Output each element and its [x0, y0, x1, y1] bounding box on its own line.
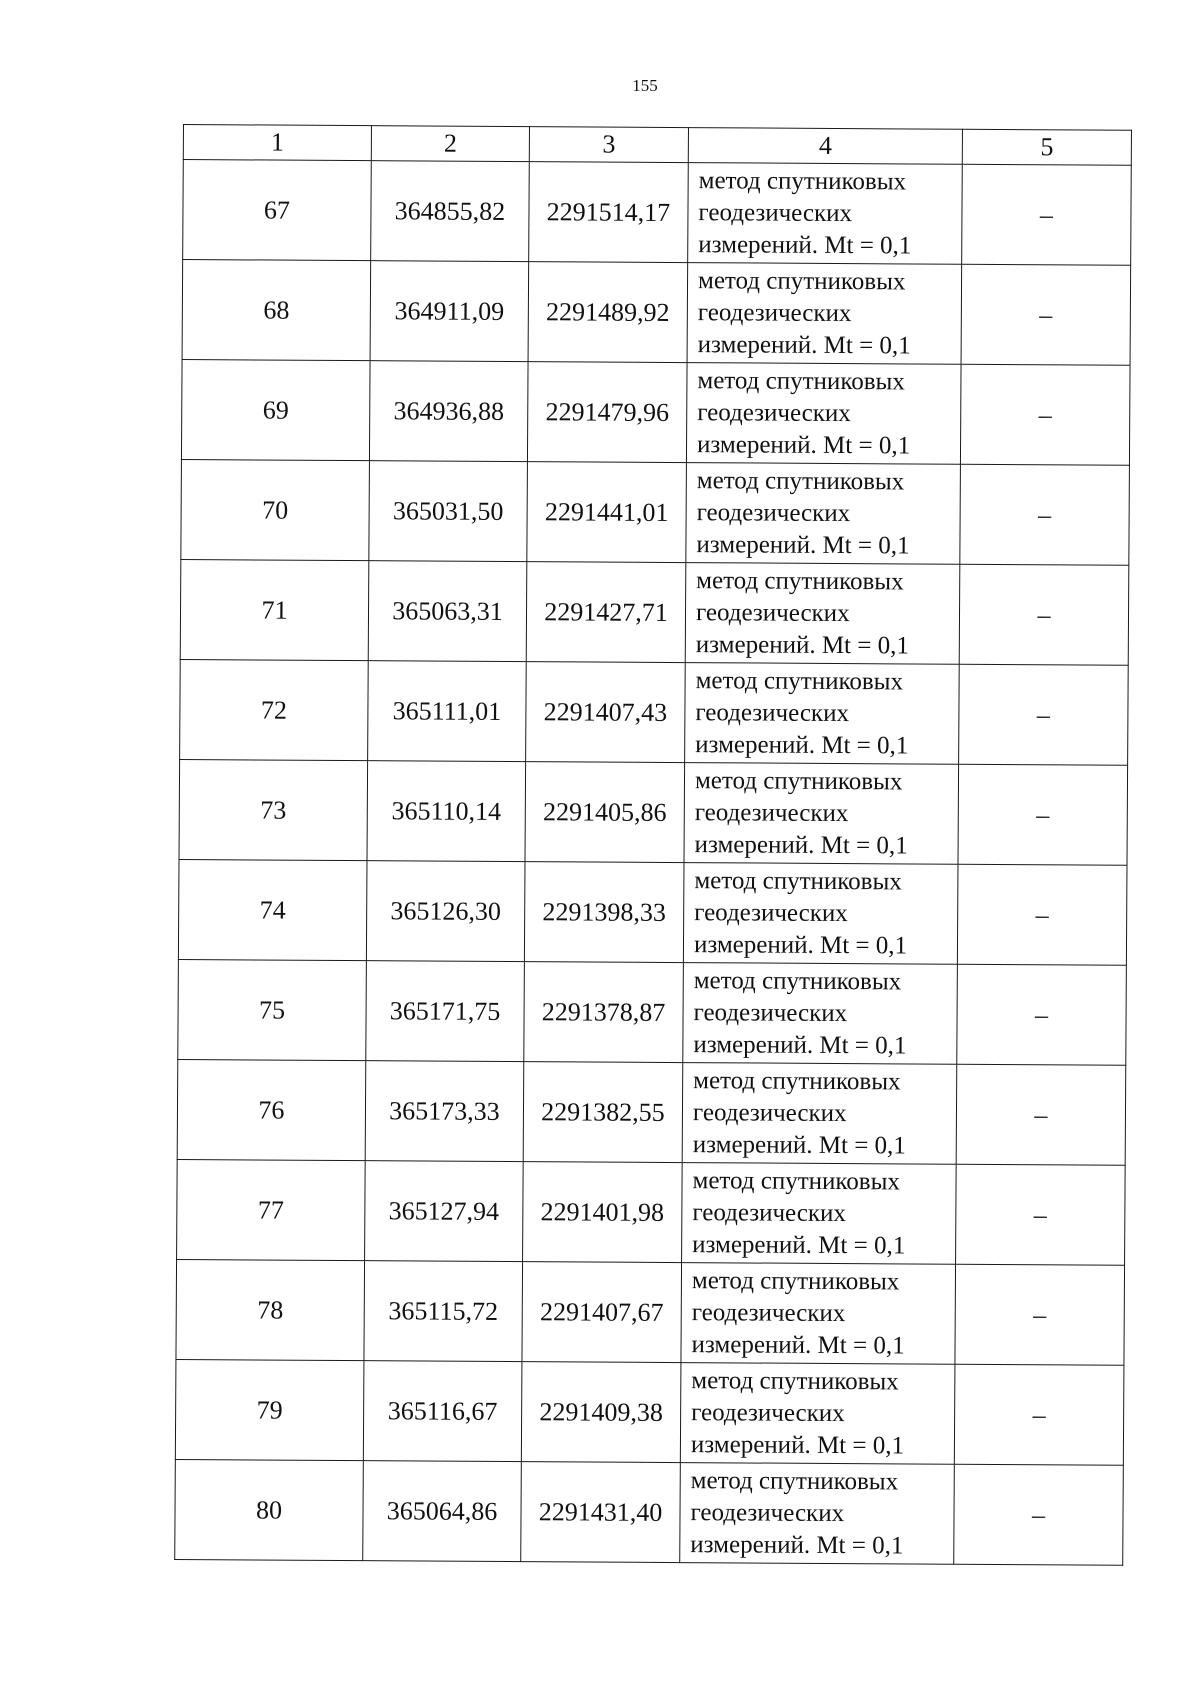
- x-coordinate-cell: 364855,82: [371, 161, 530, 262]
- method-line: геодезических: [694, 898, 848, 927]
- method-cell: [681, 1263, 956, 1365]
- point-number-cell: 73: [179, 759, 368, 860]
- method-line: измерений. Mt = 0,1: [692, 1130, 906, 1159]
- x-coordinate-cell: 364911,09: [370, 261, 529, 362]
- x-coordinate-cell: 365127,94: [365, 1161, 524, 1262]
- y-coordinate-cell: 2291514,17: [529, 162, 689, 263]
- table-row: [180, 559, 1129, 665]
- method-cell: [680, 1463, 955, 1565]
- note-cell: –: [957, 864, 1127, 965]
- method-line: метод спутниковых: [691, 1266, 900, 1295]
- column-header: 1: [183, 125, 371, 161]
- table-row: [177, 1159, 1126, 1265]
- method-line: метод спутниковых: [693, 966, 902, 995]
- x-coordinate-cell: 365111,01: [368, 661, 527, 762]
- coordinates-table: [174, 124, 1132, 1566]
- method-line: геодезических: [697, 398, 851, 427]
- note-cell: –: [956, 1164, 1126, 1265]
- column-header: 4: [688, 128, 962, 165]
- table-row: [182, 260, 1131, 366]
- table-row: [179, 759, 1128, 865]
- table-row: [175, 1459, 1124, 1565]
- method-line: метод спутниковых: [692, 1166, 901, 1195]
- x-coordinate-cell: 365064,86: [363, 1461, 522, 1562]
- method-line: измерений. Mt = 0,1: [696, 430, 911, 459]
- method-cell: [688, 163, 963, 265]
- y-coordinate-cell: 2291405,86: [525, 762, 685, 863]
- method-cell: [685, 663, 960, 765]
- x-coordinate-cell: 365173,33: [365, 1061, 524, 1162]
- table-row: [181, 359, 1130, 465]
- note-cell: –: [954, 1364, 1124, 1465]
- point-number-cell: 74: [178, 859, 367, 960]
- table-row: [181, 459, 1130, 565]
- y-coordinate-cell: 2291489,92: [528, 262, 688, 363]
- method-line: геодезических: [692, 1198, 847, 1227]
- method-cell: [680, 1363, 955, 1465]
- point-number-cell: 68: [182, 260, 371, 361]
- note-cell: –: [954, 1464, 1124, 1565]
- point-number-cell: 78: [176, 1259, 365, 1360]
- method-line: геодезических: [695, 698, 850, 727]
- note-cell: –: [958, 764, 1128, 865]
- point-number-cell: 76: [177, 1059, 366, 1160]
- y-coordinate-cell: 2291398,33: [524, 862, 684, 963]
- method-line: метод спутниковых: [691, 1366, 899, 1395]
- x-coordinate-cell: 365116,67: [363, 1361, 522, 1462]
- method-line: измерений. Mt = 0,1: [690, 1530, 904, 1559]
- method-line: метод спутниковых: [696, 566, 904, 595]
- table-row: [180, 659, 1129, 765]
- y-coordinate-cell: 2291401,98: [523, 1162, 683, 1263]
- note-cell: –: [957, 964, 1127, 1065]
- point-number-cell: 67: [183, 160, 372, 261]
- y-coordinate-cell: 2291382,55: [523, 1062, 683, 1163]
- method-line: метод спутниковых: [693, 1066, 901, 1095]
- column-header: 5: [962, 129, 1131, 165]
- method-line: геодезических: [691, 1298, 846, 1327]
- point-number-cell: 72: [180, 659, 369, 760]
- table-row: [178, 959, 1127, 1065]
- note-cell: –: [956, 1064, 1126, 1165]
- point-number-cell: 71: [180, 559, 369, 660]
- method-cell: [687, 263, 962, 365]
- note-cell: –: [959, 564, 1129, 665]
- point-number-cell: 75: [178, 959, 367, 1060]
- method-line: измерений. Mt = 0,1: [692, 1230, 906, 1259]
- method-line: геодезических: [693, 998, 848, 1027]
- method-line: измерений. Mt = 0,1: [696, 530, 910, 559]
- method-line: геодезических: [695, 598, 850, 627]
- y-coordinate-cell: 2291427,71: [526, 562, 686, 663]
- note-cell: –: [955, 1264, 1125, 1365]
- note-cell: –: [959, 664, 1129, 765]
- note-cell: –: [960, 364, 1130, 465]
- method-cell: [685, 563, 960, 665]
- method-line: геодезических: [698, 198, 853, 227]
- method-line: измерений. Mt = 0,1: [690, 1430, 905, 1459]
- method-cell: [683, 863, 958, 965]
- method-line: измерений. Mt = 0,1: [695, 630, 909, 659]
- note-cell: –: [961, 264, 1131, 365]
- y-coordinate-cell: 2291407,43: [526, 662, 686, 763]
- y-coordinate-cell: 2291409,38: [521, 1362, 681, 1463]
- method-line: геодезических: [694, 798, 849, 827]
- y-coordinate-cell: 2291378,87: [524, 962, 684, 1063]
- method-cell: [686, 363, 961, 465]
- table-row: [178, 859, 1127, 965]
- method-line: метод спутниковых: [697, 266, 906, 295]
- x-coordinate-cell: 365110,14: [367, 761, 526, 862]
- method-line: измерений. Mt = 0,1: [698, 230, 912, 259]
- y-coordinate-cell: 2291479,96: [527, 362, 687, 463]
- method-line: измерений. Mt = 0,1: [693, 1030, 907, 1059]
- method-line: геодезических: [692, 1098, 847, 1127]
- table-body: [175, 160, 1132, 1566]
- x-coordinate-cell: 365063,31: [368, 561, 527, 662]
- table-row: [183, 160, 1132, 266]
- method-line: измерений. Mt = 0,1: [697, 330, 911, 359]
- note-cell: –: [962, 164, 1132, 265]
- point-number-cell: 80: [175, 1459, 364, 1560]
- method-line: метод спутниковых: [698, 166, 907, 195]
- y-coordinate-cell: 2291431,40: [521, 1462, 681, 1563]
- point-number-cell: 70: [181, 459, 370, 560]
- method-line: измерений. Mt = 0,1: [694, 830, 908, 859]
- table-header-row: [183, 125, 1131, 166]
- x-coordinate-cell: 365031,50: [369, 461, 528, 562]
- x-coordinate-cell: 365115,72: [364, 1261, 523, 1362]
- method-line: метод спутниковых: [694, 766, 903, 795]
- table-row: [175, 1359, 1124, 1465]
- point-number-cell: 77: [177, 1159, 366, 1260]
- y-coordinate-cell: 2291407,67: [522, 1262, 682, 1363]
- point-number-cell: 79: [175, 1359, 364, 1460]
- method-cell: [682, 1063, 957, 1165]
- method-cell: [682, 1163, 957, 1265]
- note-cell: –: [960, 464, 1130, 565]
- method-line: геодезических: [697, 298, 852, 327]
- column-header: 2: [371, 126, 529, 162]
- method-line: метод спутниковых: [694, 866, 902, 895]
- method-line: геодезических: [690, 1498, 845, 1527]
- method-cell: [683, 963, 958, 1065]
- method-cell: [684, 763, 959, 865]
- method-line: метод спутниковых: [696, 466, 905, 495]
- x-coordinate-cell: 365171,75: [366, 961, 525, 1062]
- method-cell: [686, 463, 961, 565]
- table-row: [176, 1259, 1125, 1365]
- page-number: 155: [632, 76, 658, 95]
- method-line: геодезических: [691, 1398, 845, 1427]
- x-coordinate-cell: 365126,30: [366, 861, 525, 962]
- column-header: 3: [529, 127, 688, 163]
- point-number-cell: 69: [181, 359, 370, 460]
- method-line: геодезических: [696, 498, 851, 527]
- method-line: метод спутниковых: [697, 366, 905, 395]
- x-coordinate-cell: 364936,88: [369, 361, 528, 462]
- table-row: [177, 1059, 1126, 1165]
- method-line: измерений. Mt = 0,1: [691, 1330, 905, 1359]
- y-coordinate-cell: 2291441,01: [527, 462, 687, 563]
- method-line: измерений. Mt = 0,1: [695, 730, 909, 759]
- method-line: измерений. Mt = 0,1: [693, 930, 908, 959]
- method-line: метод спутниковых: [690, 1466, 899, 1495]
- method-line: метод спутниковых: [695, 666, 904, 695]
